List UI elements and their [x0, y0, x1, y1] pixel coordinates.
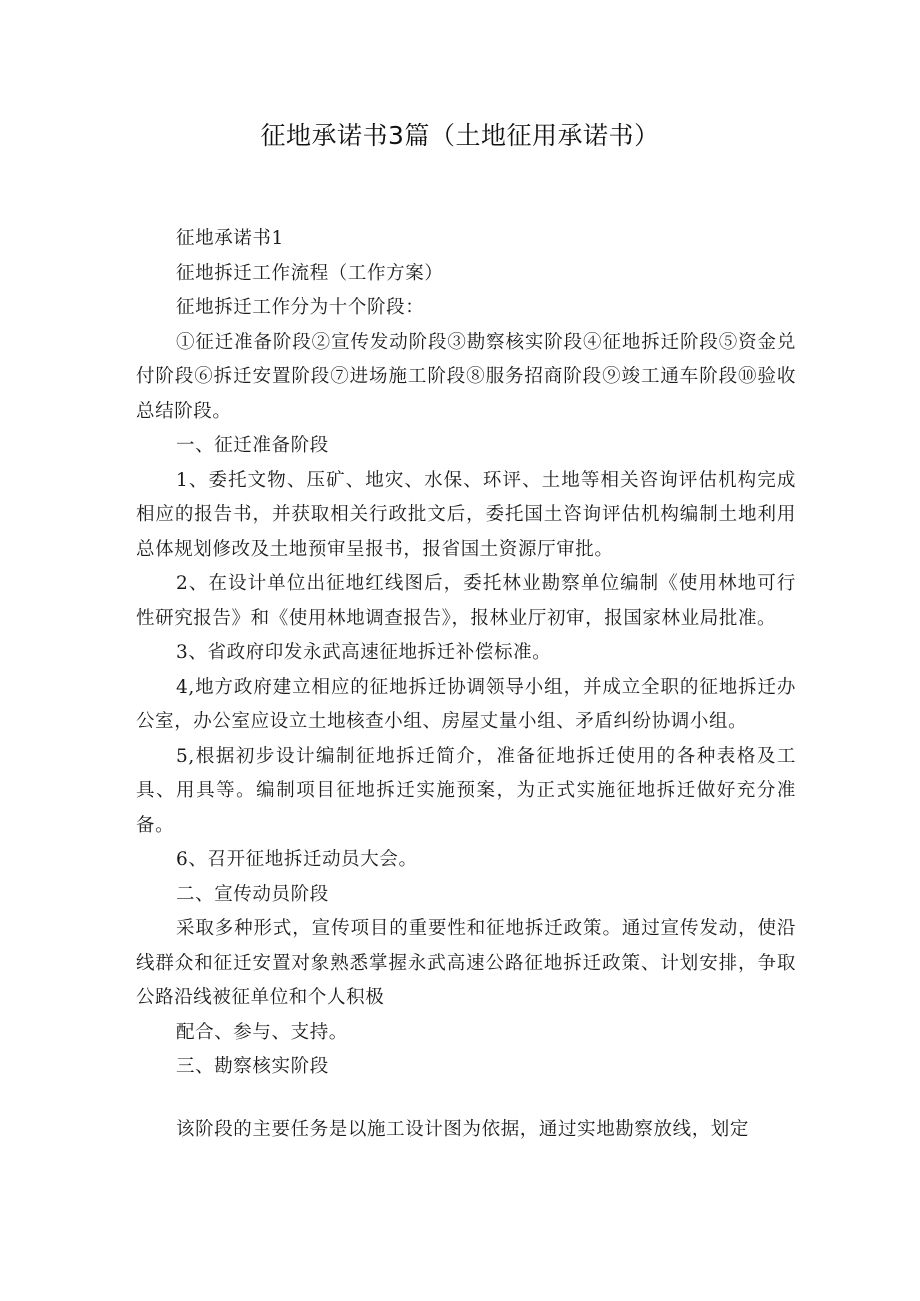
document-title: 征地承诺书3篇（土地征用承诺书） — [260, 121, 660, 150]
paragraph-workflow-title: 征地拆迁工作流程（工作方案） — [176, 262, 444, 284]
paragraph-item-1: 1、委托文物、压矿、地灾、水保、环评、土地等相关咨询评估机构完成相应的报告书，并获取相关行政批文后，委托国土咨询评估机构编制土地利用总体规划修改及土地预审呈报书，报省国土资源厅审批。 — [136, 469, 796, 560]
paragraph-subtitle: 征地承诺书1 — [176, 228, 284, 249]
paragraph-survey: 该阶段的主要任务是以施工设计图为依据，通过实地勘察放线，划定 — [176, 1118, 750, 1140]
section-heading-2: 二、宣传动员阶段 — [176, 883, 329, 905]
paragraph-stages-list: ①征迁准备阶段②宣传发动阶段③勘察核实阶段④征地拆迁阶段⑤资金兑付阶段⑥拆迁安置阶段⑦进场施工阶段⑧服务招商阶段⑨竣工通车阶段⑩验收总结阶段。 — [136, 331, 796, 422]
paragraph-publicity: 采取多种形式，宣传项目的重要性和征地拆迁政策。通过宣传发动，使沿线群众和征迁安置对象熟悉掌握永武高速公路征地拆迁政策、计划安排，争取公路沿线被征单位和个人积极 — [136, 918, 796, 1008]
paragraph-stages-intro: 征地拆迁工作分为十个阶段： — [176, 297, 425, 318]
paragraph-item-4: 4,地方政府建立相应的征地拆迁协调领导小组，并成立全职的征地拆迁办公室，办公室应设立土地核查小组、房屋丈量小组、矛盾纠纷协调小组。 — [136, 676, 796, 732]
section-heading-3: 三、勘察核实阶段 — [176, 1056, 329, 1077]
paragraph-item-2: 2、在设计单位出征地红线图后，委托林业勘察单位编制《使用林地可行性研究报告》和《使用林地调查报告》，报林业厅初审，报国家林业局批准。 — [136, 573, 796, 629]
document-body — [136, 222, 796, 1147]
paragraph-item-6: 6、召开征地拆迁动员大会。 — [176, 849, 418, 870]
paragraph-publicity-cont: 配合、参与、支持。 — [176, 1021, 348, 1043]
section-heading-1: 一、征迁准备阶段 — [176, 435, 329, 456]
paragraph-item-3: 3、省政府印发永武高速征地拆迁补偿标准。 — [176, 642, 552, 663]
paragraph-item-5: 5,根据初步设计编制征地拆迁简介，准备征地拆迁使用的各种表格及工具、用具等。编制项目征地拆迁实施预案，为正式实施征地拆迁做好充分准备。 — [136, 745, 796, 836]
paragraph-spacer — [136, 1085, 796, 1113]
